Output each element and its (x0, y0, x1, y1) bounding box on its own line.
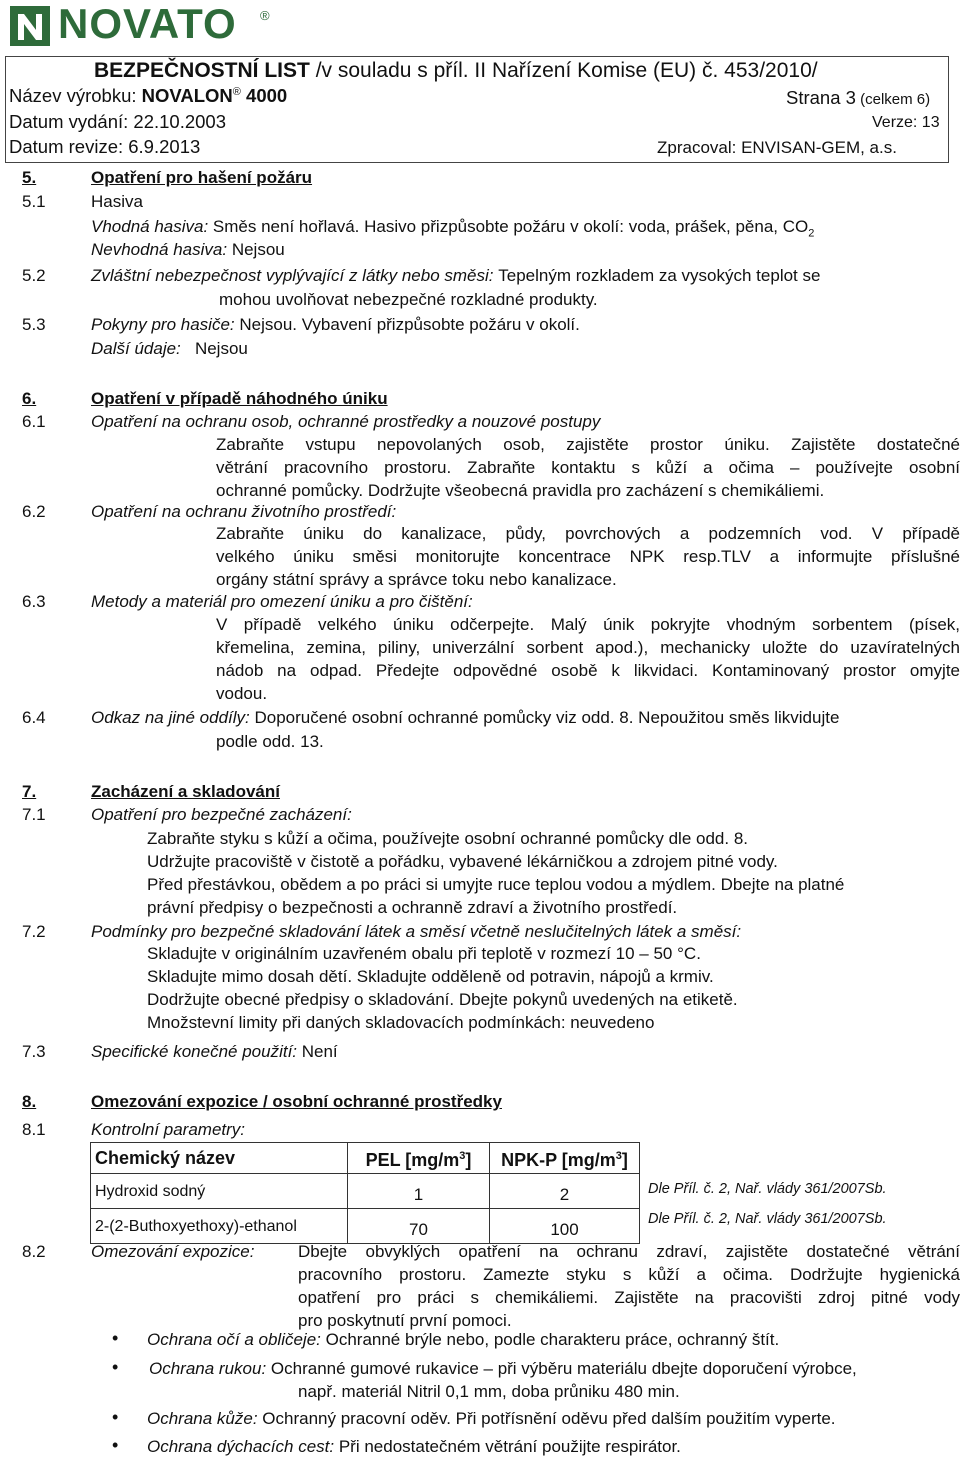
subsection-title: Opatření na ochranu životního prostředí: (91, 502, 397, 521)
section-7-number: 7. (22, 782, 37, 801)
bullet-icon: • (112, 1357, 119, 1377)
suitable-extinguishers: Vhodná hasiva: Směs není hořlavá. Hasivo přizpůsobte požáru v okolí: voda, prášek, pěna, $CO_2$ (91, 217, 815, 240)
section-8-title: Omezování expozice / osobní ochranné prostředky (91, 1092, 502, 1111)
table-row-note: Dle Příl. č. 2, Nař. vlády 361/2007Sb. (648, 1211, 887, 1227)
paragraph: Zabraňte vstupu nepovolaných osob, zajistěte prostor úniku. Zajistěte dostatečné větrání pracovního prostoru. Zabraňte kontaktu s kůží a očima – používejte osobní ochranné pomůcky. Dodržujte všeobecná pravidla pro zacházení s chemikáliemi. (216, 435, 960, 500)
subsection-number: 6.4 (22, 708, 46, 727)
subsection-title: Kontrolní parametry: (91, 1120, 246, 1139)
table-header-cell: PEL $[mg/m^3]$ (348, 1143, 490, 1174)
skin-protection: Ochrana kůže: Ochranný pracovní oděv. Při potřísnění oděvu před dalším použitím vyperte. (147, 1409, 836, 1428)
subsection-number: 6.2 (22, 502, 46, 521)
special-hazards: Zvláštní nebezpečnost vyplývající z látky nebo směsi: Tepelným rozkladem za vysokých teplot se (91, 266, 821, 285)
table-cell: 2 (490, 1174, 640, 1209)
eye-protection: Ochrana očí a obličeje: Ochranné brýle nebo, podle charakteru práce, ochranný štít. (147, 1330, 780, 1349)
respiratory-protection: Ochrana dýchacích cest: Při nedostatečném větrání použijte respirátor. (147, 1437, 681, 1456)
subsection-number: 5.2 (22, 266, 46, 285)
section-5-title: Opatření pro hašení požáru (91, 168, 313, 187)
version: Verze: 13 (872, 114, 940, 131)
subsection-number: 5.1 (22, 192, 46, 211)
section-5-number: 5. (22, 168, 37, 187)
reference-to-sections-cont: podle odd. 13. (216, 732, 324, 751)
unsuitable-extinguishers: Nevhodná hasiva: Nejsou (91, 240, 285, 259)
issue-date: Datum vydání: 22.10.2003 (9, 111, 227, 132)
paragraph: Zabraňte styku s kůží a očima, používejte osobní ochranné pomůcky dle odd. 8. Udržujte pracoviště v čistotě a pořádku, vybavené lékárničkou a zdrojem pitné vody. Před přestávkou, obědem a po práci si umyjte ruce teplou vodou a mýdlem. Dbejte na platné právní předpisy o bezpečnosti a ochranně zdraví a životního prostředí. (147, 829, 845, 917)
reference-to-sections: Odkaz na jiné oddíly: Doporučené osobní ochranné pomůcky viz odd. 8. Nepoužitou směs likvidujte (91, 708, 840, 727)
section-6-title: Opatření v případě náhodného úniku (91, 389, 388, 408)
subsection-title: Opatření na ochranu osob, ochranné prostředky a nouzové postupy (91, 412, 601, 431)
table-header-cell: Chemický název (91, 1143, 348, 1174)
table-row (91, 1174, 640, 1209)
subsection-title: Podmínky pro bezpečné skladování látek a směsí včetně neslučitelných látek a směsí: (91, 922, 742, 941)
special-hazards-cont: mohou uvolňovat nebezpečné rozkladné produkty. (219, 290, 598, 309)
paragraph: Zabraňte úniku do kanalizace, půdy, povrchových a podzemních vod. V případě velkého úniku směsi monitorujte koncentrace NPK resp.TLV a informujte příslušné orgány státní správy a správce toku nebo kanalizace. (216, 524, 960, 589)
subsection-number: 6.3 (22, 592, 46, 611)
subsection-number: 7.3 (22, 1042, 46, 1061)
table-cell: 70 (348, 1209, 490, 1244)
section-7-title: Zacházení a skladování (91, 782, 280, 801)
subsection-number: 6.1 (22, 412, 46, 431)
table-header-row (91, 1143, 640, 1174)
page-number: Strana 3 (celkem 6) (786, 87, 931, 108)
bullet-icon: • (112, 1328, 119, 1348)
subsection-title: Opatření pro bezpečné zacházení: (91, 805, 352, 824)
table-cell: 2-(2-Buthoxyethoxy)-ethanol (91, 1209, 348, 1244)
prepared-by: Zpracoval: ENVISAN-GEM, a.s. (657, 138, 897, 157)
document-title: BEZPEČNOSTNÍ LIST /v souladu s příl. II Nařízení Komise (EU) č. 453/2010/ (94, 59, 818, 82)
paragraph: Skladujte v originálním uzavřeném obalu při teplotě v rozmezí 10 – 50 °C. Skladujte mimo dosah dětí. Skladujte odděleně od potravin, nápojů a krmiv. Dodržujte obecné předpisy o skladování. Dbejte pokynů uvedených na etiketě. Množstevní limity při daných skladovacích podmínkách: neuvedeno (147, 944, 738, 1032)
subsection-title: Metody a materiál pro omezení úniku a pro čištění: (91, 592, 473, 611)
subsection-number: 8.1 (22, 1120, 46, 1139)
revision-date: Datum revize: 6.9.2013 (9, 136, 201, 157)
table-cell: 1 (348, 1174, 490, 1209)
subsection-number: 5.3 (22, 315, 46, 334)
firefighter-advice: Pokyny pro hasiče: Nejsou. Vybavení přizpůsobte požáru v okolí. (91, 315, 580, 334)
subsection-number: 7.2 (22, 922, 46, 941)
table-row (91, 1209, 640, 1244)
subsection-number: 8.2 (22, 1242, 46, 1261)
bullet-icon: • (112, 1407, 119, 1427)
section-6-number: 6. (22, 389, 37, 408)
logo-registered-mark: ® (260, 8, 270, 23)
novato-logo (8, 0, 278, 48)
bullet-icon: • (112, 1435, 119, 1455)
document-header (5, 56, 949, 163)
other-info: Další údaje: Nejsou (91, 339, 248, 358)
table-cell: Hydroxid sodný (91, 1174, 348, 1209)
table-header-cell: NPK-P $[mg/m^3]$ (490, 1143, 640, 1174)
subsection-title: Hasiva (91, 192, 143, 211)
control-parameters-table (90, 1142, 640, 1244)
table-row-note: Dle Příl. č. 2, Nař. vlády 361/2007Sb. (648, 1181, 887, 1197)
hand-protection-cont: např. materiál Nitril 0,1 mm, doba průniku 480 min. (298, 1382, 680, 1401)
table-cell: 100 (490, 1209, 640, 1244)
paragraph: V případě velkého úniku odčerpejte. Malý únik pokryjte vhodným sorbentem (písek, křemelina, zemina, piliny, univerzální sorbent apod.), mechanicky uložte do uzavíratelných nádob na odpad. Předejte odpovědné osobě k likvidaci. Kontaminovaný prostor omyjte vodou. (216, 615, 960, 703)
product-line: Název výrobku: NOVALON® 4000 (9, 85, 288, 106)
paragraph: Dbejte obvyklých opatření na ochranu zdraví, zajistěte dostatečné větrání pracovního prostoru. Zamezte styku s kůží a očima. Dodržujte hygienická opatření pro práci s chemikáliemi. Zajistěte na pracovišti zdroj pitné vody pro poskytnutí první pomoci. (298, 1242, 960, 1330)
logo-text: NOVATO (58, 0, 237, 47)
subsection-number: 7.1 (22, 805, 46, 824)
specific-end-use: Specifické konečné použití: Není (91, 1042, 338, 1061)
subsection-title: Omezování expozice: (91, 1242, 255, 1261)
hand-protection: Ochrana rukou: Ochranné gumové rukavice – při výběru materiálu dbejte doporučení výrobce, (149, 1359, 857, 1378)
section-8-number: 8. (22, 1092, 37, 1111)
